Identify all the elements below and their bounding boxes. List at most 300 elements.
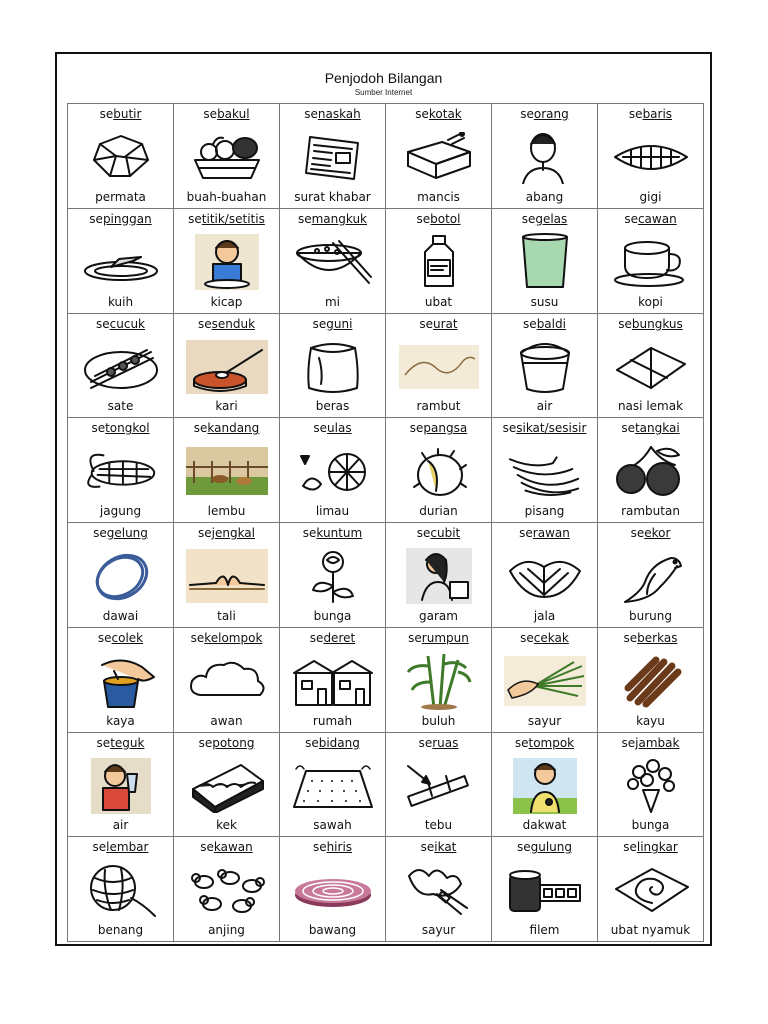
noun-label: kayu <box>636 713 665 728</box>
classifier-root: pinggan <box>102 211 152 226</box>
classifier-prefix: se <box>96 735 111 750</box>
grid-cell <box>174 523 280 628</box>
noun-label: limau <box>315 504 350 518</box>
grid-cell <box>68 732 174 837</box>
classifier-prefix: se <box>96 316 110 331</box>
classifier-word <box>386 736 491 750</box>
noun-label: susu <box>530 294 559 309</box>
classifier-root: colek <box>111 630 144 645</box>
classifier-word <box>280 526 385 540</box>
classifier-prefix: se <box>193 421 208 436</box>
corn-icon <box>80 443 162 499</box>
classifier-prefix: se <box>309 630 324 645</box>
wire-coil-icon <box>80 548 162 604</box>
classifier-prefix: se <box>623 630 638 645</box>
classifier-root: potong <box>212 735 255 750</box>
classifier-root: cawan <box>637 211 677 226</box>
noun-label: kaya <box>106 713 135 728</box>
noun-label: rumah <box>312 713 353 728</box>
classifier-root: kandang <box>207 421 260 436</box>
classifier-root: cucuk <box>109 316 145 331</box>
yarn-ball-icon <box>80 862 162 918</box>
grid-cell <box>598 837 704 942</box>
classifier-word <box>598 840 703 854</box>
noun-label: air <box>112 818 129 833</box>
classifier-root: lingkar <box>636 840 678 855</box>
plate-cake-icon <box>80 234 162 290</box>
classifier-root: urat <box>433 316 458 331</box>
sack-icon <box>292 339 374 395</box>
fishing-net-icon <box>504 548 586 604</box>
classifier-word <box>492 631 597 645</box>
classifier-word <box>386 212 491 226</box>
classifier-prefix: se <box>628 107 643 121</box>
classifier-word <box>598 107 703 121</box>
grid-cell <box>174 104 280 209</box>
classifier-root: butir <box>113 107 142 121</box>
noun-label: kek <box>216 818 237 833</box>
classifier-root: cubit <box>430 526 461 540</box>
grid-cell <box>68 523 174 628</box>
noun-label: kopi <box>638 294 663 309</box>
grid-row <box>68 104 704 209</box>
classifier-prefix: se <box>624 211 638 226</box>
classifier-prefix: se <box>91 421 106 436</box>
classifier-prefix: se <box>519 526 533 540</box>
grid-cell <box>492 313 598 418</box>
classifier-prefix: se <box>618 316 632 331</box>
classifier-word <box>386 421 491 435</box>
grid-cell <box>492 523 598 628</box>
classifier-prefix: se <box>93 526 107 540</box>
classifier-word <box>492 317 597 331</box>
classifier-root: bungkus <box>631 316 683 331</box>
classifier-word <box>174 736 279 750</box>
newspaper-icon <box>292 129 374 185</box>
classifier-word <box>174 107 279 121</box>
classifier-root: gulung <box>530 840 573 855</box>
bamboo-icon <box>398 653 480 709</box>
classifier-prefix: se <box>99 107 114 121</box>
classifier-root: lembar <box>106 840 149 855</box>
ladle-pot-icon <box>186 339 268 395</box>
grid-cell <box>68 208 174 313</box>
noun-label: awan <box>210 713 243 728</box>
classifier-word <box>280 212 385 226</box>
classifier-word <box>492 212 597 226</box>
classifier-word <box>492 736 597 750</box>
classifier-grid <box>67 103 704 942</box>
grid-cell <box>492 208 598 313</box>
classifier-root: pangsa <box>423 421 468 436</box>
classifier-prefix: se <box>420 840 435 855</box>
noun-label: kari <box>215 399 238 414</box>
classifier-prefix: se <box>89 211 103 226</box>
noun-label: ubat <box>424 294 453 309</box>
grid-cell <box>386 418 492 523</box>
tied-vegetables-icon <box>398 862 480 918</box>
classifier-word <box>386 317 491 331</box>
sugarcane-icon <box>398 758 480 814</box>
grid-cell <box>386 523 492 628</box>
classifier-prefix: se <box>312 316 327 331</box>
noun-label: tali <box>217 608 236 623</box>
noun-label: sawah <box>313 818 352 833</box>
classifier-prefix: se <box>302 526 317 540</box>
classifier-word <box>386 526 491 540</box>
classifier-root-alt: titis <box>242 211 265 226</box>
classifier-root: botol <box>430 211 461 226</box>
firewood-icon <box>610 653 692 709</box>
cake-slice-icon <box>186 758 268 814</box>
classifier-root: ulas <box>327 421 352 436</box>
grid-cell <box>386 313 492 418</box>
bucket-icon <box>504 339 586 395</box>
bottle-icon <box>398 234 480 290</box>
grid-cell <box>598 208 704 313</box>
classifier-prefix: se <box>621 735 636 750</box>
grid-row <box>68 837 704 942</box>
classifier-word <box>68 212 173 226</box>
noun-label: permata <box>95 189 146 204</box>
film-roll-icon <box>504 862 586 918</box>
page-title: Penjodoh Bilangan <box>324 70 443 86</box>
classifier-root: berkas <box>637 630 678 645</box>
grid-cell <box>492 418 598 523</box>
classifier-prefix: se <box>313 421 328 436</box>
classifier-prefix: se <box>416 211 431 226</box>
classifier-word <box>68 317 173 331</box>
classifier-root-alt: sisir <box>562 421 587 436</box>
noun-label: surat khabar <box>294 189 371 204</box>
classifier-word <box>280 631 385 645</box>
grid-cell <box>280 208 386 313</box>
classifier-prefix: se <box>297 211 312 226</box>
noun-label: durian <box>419 504 458 518</box>
flower-bouquet-icon <box>610 758 692 814</box>
classifier-root: baldi <box>536 316 566 331</box>
classifier-root: rawan <box>532 526 570 540</box>
classifier-prefix: se <box>188 211 202 226</box>
noun-label: dawai <box>102 608 139 623</box>
classifier-prefix: se <box>630 526 645 540</box>
grid-cell <box>280 837 386 942</box>
grid-cell <box>68 627 174 732</box>
classifier-word <box>174 317 279 331</box>
classifier-prefix: se <box>408 630 422 645</box>
noun-label: filem <box>529 923 560 937</box>
grid-cell <box>386 837 492 942</box>
classifier-root: kotak <box>428 107 462 121</box>
grid-row <box>68 208 704 313</box>
grid-cell <box>598 523 704 628</box>
noun-label: buluh <box>421 713 456 728</box>
classifier-root: ikat <box>434 840 457 855</box>
boy-drinking-icon <box>80 758 162 814</box>
classifier-word <box>492 526 597 540</box>
noun-label: lembu <box>207 504 246 518</box>
dogs-icon <box>186 862 268 918</box>
grid-row <box>68 627 704 732</box>
classifier-root: deret <box>323 630 356 645</box>
grid-cell <box>598 732 704 837</box>
noun-label: ubat nyamuk <box>610 923 691 937</box>
classifier-prefix: se <box>415 107 429 121</box>
wrapped-packet-icon <box>610 339 692 395</box>
classifier-word <box>68 631 173 645</box>
classifier-prefix: se <box>521 211 536 226</box>
noun-label: benang <box>97 923 144 937</box>
fruit-basket-icon <box>186 129 268 185</box>
page-subtitle: Sumber Internet <box>354 88 413 97</box>
classifier-word <box>598 212 703 226</box>
noun-label: tebu <box>424 818 453 833</box>
classifier-word <box>68 736 173 750</box>
classifier-root: senduk <box>211 316 256 331</box>
noun-label: rambut <box>416 399 461 414</box>
classifier-root: baris <box>642 107 673 121</box>
classifier-root: cekak <box>533 630 569 645</box>
grid-row <box>68 523 704 628</box>
classifier-prefix: se <box>502 421 517 436</box>
grid-cell <box>492 732 598 837</box>
classifier-root: gelas <box>535 211 568 226</box>
grid-cell <box>280 523 386 628</box>
classifier-word <box>598 526 703 540</box>
classifier-root: naskah <box>317 107 361 121</box>
grid-cell <box>280 418 386 523</box>
noun-label: rambutan <box>621 504 680 518</box>
coffee-cup-icon <box>610 234 692 290</box>
classifier-root: titik/se <box>201 211 243 226</box>
grid-cell <box>598 627 704 732</box>
classifier-prefix: se <box>198 735 213 750</box>
classifier-root: mangkuk <box>311 211 368 226</box>
classifier-root: guni <box>326 316 353 331</box>
grid-cell <box>280 627 386 732</box>
grid-cell <box>174 732 280 837</box>
rose-icon <box>292 548 374 604</box>
grid-row <box>68 732 704 837</box>
grid-cell <box>280 104 386 209</box>
durian-icon <box>398 443 480 499</box>
classifier-prefix: se <box>197 316 212 331</box>
classifier-prefix: se <box>520 107 534 121</box>
noun-label: gigi <box>639 189 662 204</box>
classifier-root: tangkai <box>634 421 680 436</box>
gem-icon <box>80 129 162 185</box>
classifier-word <box>598 421 703 435</box>
classifier-prefix: se <box>623 840 637 855</box>
noun-label: dakwat <box>522 818 567 833</box>
noun-label: sate <box>107 399 134 414</box>
classifier-word <box>386 631 491 645</box>
classifier-word <box>280 421 385 435</box>
noun-label: sayur <box>527 713 562 728</box>
grid-cell <box>598 104 704 209</box>
noun-label: mi <box>324 294 341 309</box>
grid-cell <box>386 627 492 732</box>
classifier-prefix: se <box>419 316 434 331</box>
noun-label: pisang <box>524 504 565 518</box>
noun-label: anjing <box>208 923 245 937</box>
noun-label: kicap <box>210 294 243 309</box>
classifier-prefix: se <box>621 421 635 436</box>
classifier-root: sikat/se <box>516 421 563 436</box>
classifier-word <box>280 107 385 121</box>
banana-icon <box>504 443 586 499</box>
grid-row <box>68 313 704 418</box>
classifier-root: tongkol <box>105 421 150 436</box>
noun-label: air <box>536 399 553 414</box>
classifier-root: kawan <box>213 840 253 855</box>
boy-eating-icon <box>186 234 268 290</box>
noun-label: burung <box>629 608 672 623</box>
paddy-field-icon <box>292 758 374 814</box>
classifier-prefix: se <box>190 630 205 645</box>
noun-label: nasi lemak <box>617 399 684 414</box>
classifier-word <box>280 736 385 750</box>
classifier-word <box>386 107 491 121</box>
classifier-prefix: se <box>203 107 218 121</box>
hand-span-icon <box>186 548 268 604</box>
classifier-prefix: se <box>97 630 112 645</box>
noun-label: sayur <box>421 923 456 937</box>
noun-label: bunga <box>631 818 670 833</box>
classifier-root: rumpun <box>421 630 469 645</box>
vegetable-bunch-icon <box>504 653 586 709</box>
classifier-word <box>598 317 703 331</box>
bird-icon <box>610 548 692 604</box>
classifier-word <box>68 421 173 435</box>
person-icon <box>504 129 586 185</box>
classifier-root: kuntum <box>316 526 363 540</box>
classifier-root: tompok <box>528 735 575 750</box>
grid-cell <box>174 418 280 523</box>
grid-cell <box>492 837 598 942</box>
teeth-icon <box>610 129 692 185</box>
classifier-prefix: se <box>409 421 424 436</box>
rambutan-icon <box>610 443 692 499</box>
worksheet-frame <box>55 52 712 946</box>
classifier-word <box>280 840 385 854</box>
classifier-prefix: se <box>200 840 214 855</box>
classifier-root: ruas <box>432 735 459 750</box>
classifier-root: teguk <box>110 735 145 750</box>
jam-jar-icon <box>80 653 162 709</box>
grid-cell <box>386 732 492 837</box>
grid-cell <box>68 837 174 942</box>
noun-label: garam <box>419 608 458 623</box>
classifier-word <box>492 840 597 854</box>
matchbox-icon <box>398 129 480 185</box>
girl-pinch-icon <box>398 548 480 604</box>
noun-label: buah-buahan <box>186 189 267 204</box>
classifier-prefix: se <box>312 840 327 855</box>
grid-cell <box>174 837 280 942</box>
classifier-prefix: se <box>523 316 537 331</box>
grid-cell <box>174 313 280 418</box>
classifier-root: bidang <box>318 735 360 750</box>
classifier-word <box>68 840 173 854</box>
noun-label: kuih <box>107 294 134 309</box>
grid-cell <box>174 208 280 313</box>
classifier-root: kelompok <box>204 630 263 645</box>
cloud-icon <box>186 653 268 709</box>
classifier-prefix: se <box>520 630 534 645</box>
grid-cell <box>598 313 704 418</box>
classifier-word <box>386 840 491 854</box>
classifier-prefix: se <box>514 735 529 750</box>
grid-cell <box>280 732 386 837</box>
classifier-root: jengkal <box>211 526 255 540</box>
grid-cell <box>68 418 174 523</box>
classifier-word <box>598 631 703 645</box>
classifier-root: bakul <box>217 107 250 121</box>
cattle-pen-icon <box>186 443 268 499</box>
hair-strand-icon <box>398 339 480 395</box>
noun-label: bunga <box>313 608 352 623</box>
satay-icon <box>80 339 162 395</box>
classifier-root: gelung <box>106 526 148 540</box>
classifier-word <box>174 212 279 226</box>
mosquito-coil-icon <box>610 862 692 918</box>
grid-cell <box>68 313 174 418</box>
girl-ink-stain-icon <box>504 758 586 814</box>
noun-label: jagung <box>99 504 142 518</box>
classifier-word <box>174 840 279 854</box>
noun-label: bawang <box>308 923 357 937</box>
grid-cell <box>386 104 492 209</box>
classifier-word <box>280 317 385 331</box>
grid-cell <box>174 627 280 732</box>
classifier-word <box>174 526 279 540</box>
classifier-word <box>68 526 173 540</box>
grid-row <box>68 418 704 523</box>
classifier-word <box>598 736 703 750</box>
classifier-prefix: se <box>516 840 531 855</box>
classifier-word <box>492 107 597 121</box>
glass-icon <box>504 234 586 290</box>
classifier-prefix: se <box>304 107 318 121</box>
classifier-prefix: se <box>92 840 107 855</box>
classifier-word <box>174 421 279 435</box>
classifier-word <box>68 107 173 121</box>
classifier-root: jambak <box>635 735 680 750</box>
grid-cell <box>386 208 492 313</box>
noun-label: mancis <box>417 189 460 204</box>
classifier-prefix: se <box>416 526 431 540</box>
classifier-prefix: se <box>418 735 433 750</box>
classifier-word <box>492 421 597 435</box>
classifier-root: orang <box>533 107 569 121</box>
noun-label: jala <box>533 608 556 623</box>
grid-cell <box>492 627 598 732</box>
classifier-prefix: se <box>305 735 319 750</box>
grid-cell <box>598 418 704 523</box>
orange-icon <box>292 443 374 499</box>
classifier-root: hiris <box>326 840 353 855</box>
classifier-root: ekor <box>644 526 671 540</box>
onion-slice-icon <box>292 862 374 918</box>
noodle-bowl-icon <box>292 234 374 290</box>
grid-cell <box>68 104 174 209</box>
classifier-word <box>174 631 279 645</box>
noun-label: beras <box>315 399 350 414</box>
grid-cell <box>280 313 386 418</box>
classifier-prefix: se <box>197 526 212 540</box>
row-houses-icon <box>292 653 374 709</box>
